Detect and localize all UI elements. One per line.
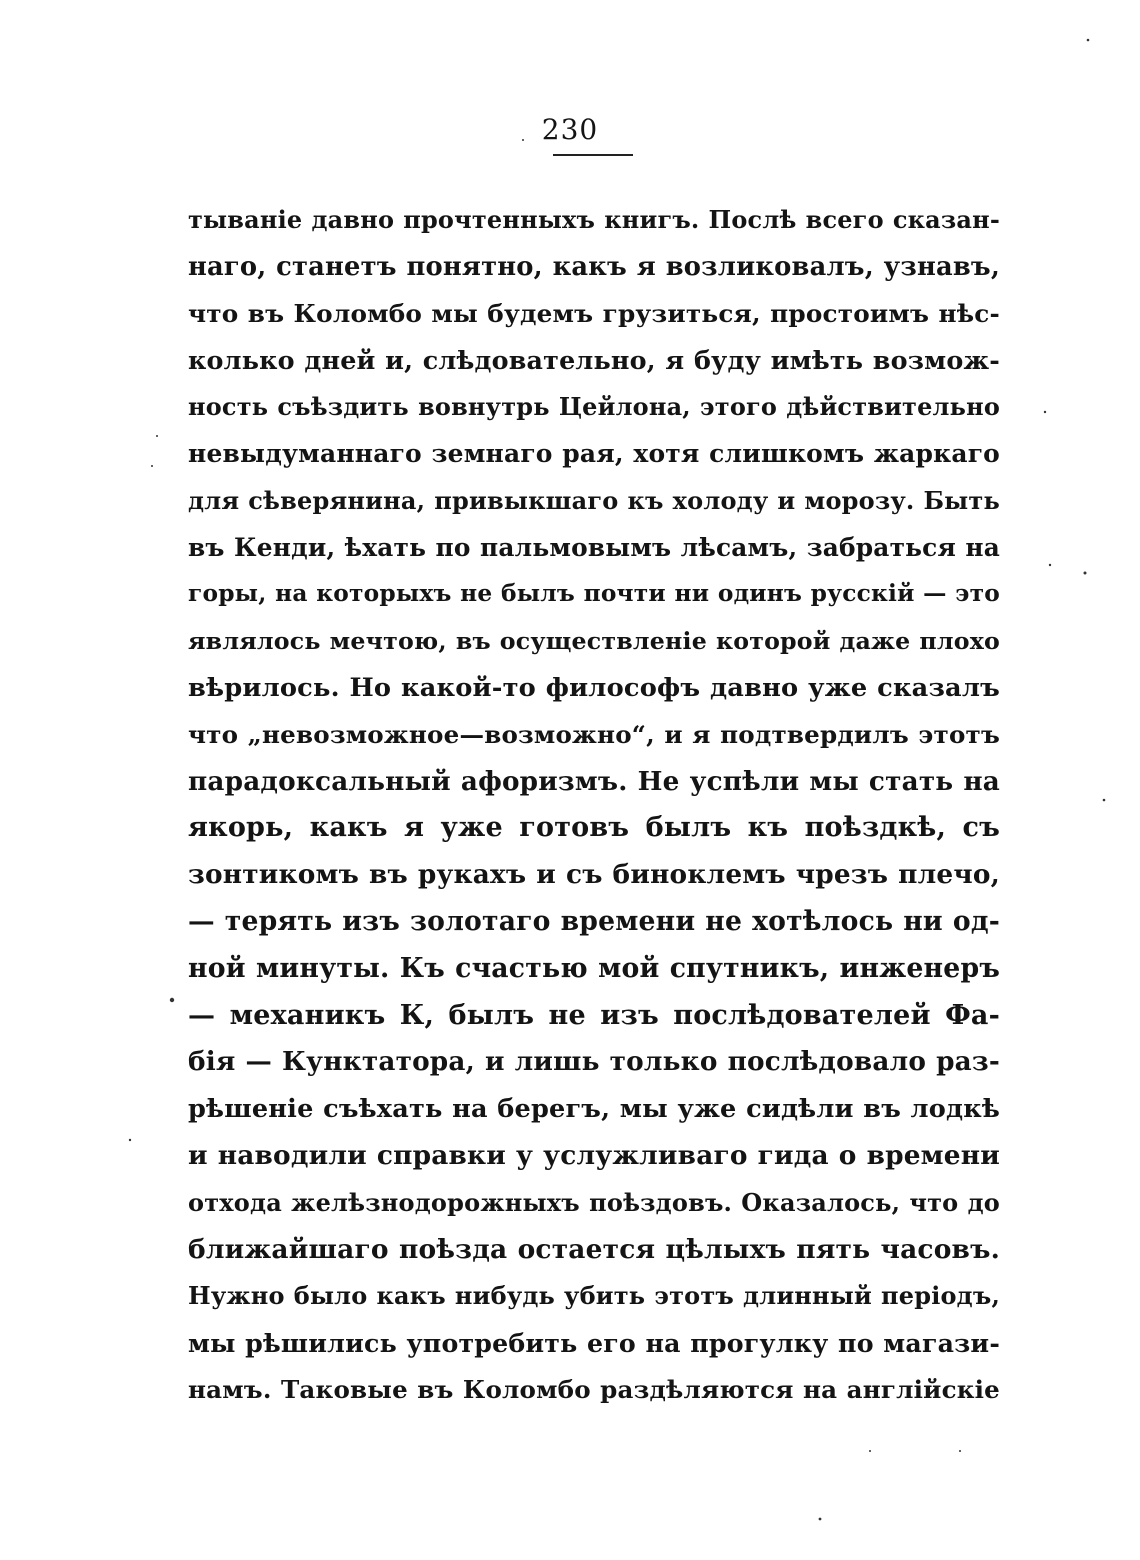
text-line: якорь, какъ я уже готовъ былъ къ поѣздкѣ, съ [188, 812, 1000, 844]
text-line: зонтикомъ въ рукахъ и съ биноклемъ чрезъ плечо, [188, 859, 1000, 891]
text-line: ной минуты. Къ счастью мой спутникъ, инженеръ [188, 952, 1000, 984]
text-line: для сѣверянина, привыкшаго къ холоду и морозу. Быть [188, 485, 1000, 515]
text-line: отхода желѣзнодорожныхъ поѣздовъ. Оказалось, что до [188, 1187, 1000, 1217]
text-line: намъ. Таковые въ Коломбо раздѣляются на англійскіе [188, 1374, 1000, 1404]
text-line: горы, на которыхъ не былъ почти ни одинъ русскій — это [188, 580, 1000, 608]
text-line: ближайшаго поѣзда остается цѣлыхъ пять часовъ. [188, 1233, 1000, 1265]
text-line: что „невозможное—возможно“, и я подтвердилъ этотъ [188, 719, 1000, 749]
text-line: являлось мечтою, въ осуществленіе которой даже плохо [188, 627, 1000, 656]
text-line: Нужно было какъ нибудь убить этотъ длинный періодъ, [188, 1281, 1000, 1311]
text-line: парадоксальный афоризмъ. Не успѣли мы стать на [188, 765, 1000, 797]
text-line: что въ Коломбо мы будемъ грузиться, простоимъ нѣс- [188, 298, 1000, 328]
text-line: бія — Кунктатора, и лишь только послѣдовало раз- [188, 1046, 1000, 1078]
text-line: наго, станетъ понятно, какъ я возликовалъ, узнавъ, [188, 251, 1000, 282]
text-line: — терять изъ золотаго времени не хотѣлось ни од- [188, 905, 1000, 937]
text-line: — механикъ К, былъ не изъ послѣдователей Фа- [188, 999, 1000, 1031]
text-line: въ Кенди, ѣхать по пальмовымъ лѣсамъ, забраться на [188, 532, 1000, 562]
text-line: колько дней и, слѣдовательно, я буду имѣть возмож- [188, 345, 1000, 376]
header-rule [553, 154, 633, 156]
text-line: рѣшеніе съѣхать на берегъ, мы уже сидѣли въ лодкѣ [188, 1094, 1000, 1125]
body-text [188, 197, 1000, 1414]
text-line: тываніе давно прочтенныхъ книгъ. Послѣ всего сказан- [188, 205, 1000, 234]
text-line: и наводили справки у услужливаго гида о времени [188, 1139, 1000, 1171]
text-line: невыдуманнаго земнаго рая, хотя слишкомъ жаркаго [188, 438, 1000, 468]
page-number: 230 [541, 113, 599, 146]
text-line: мы рѣшились употребить его на прогулку по магази- [188, 1328, 1000, 1359]
text-line: вѣрилось. Но какой-то философъ давно уже сказалъ [188, 672, 1000, 703]
text-line: ность съѣздить вовнутрь Цейлона, этого дѣйствительно [188, 393, 1000, 422]
